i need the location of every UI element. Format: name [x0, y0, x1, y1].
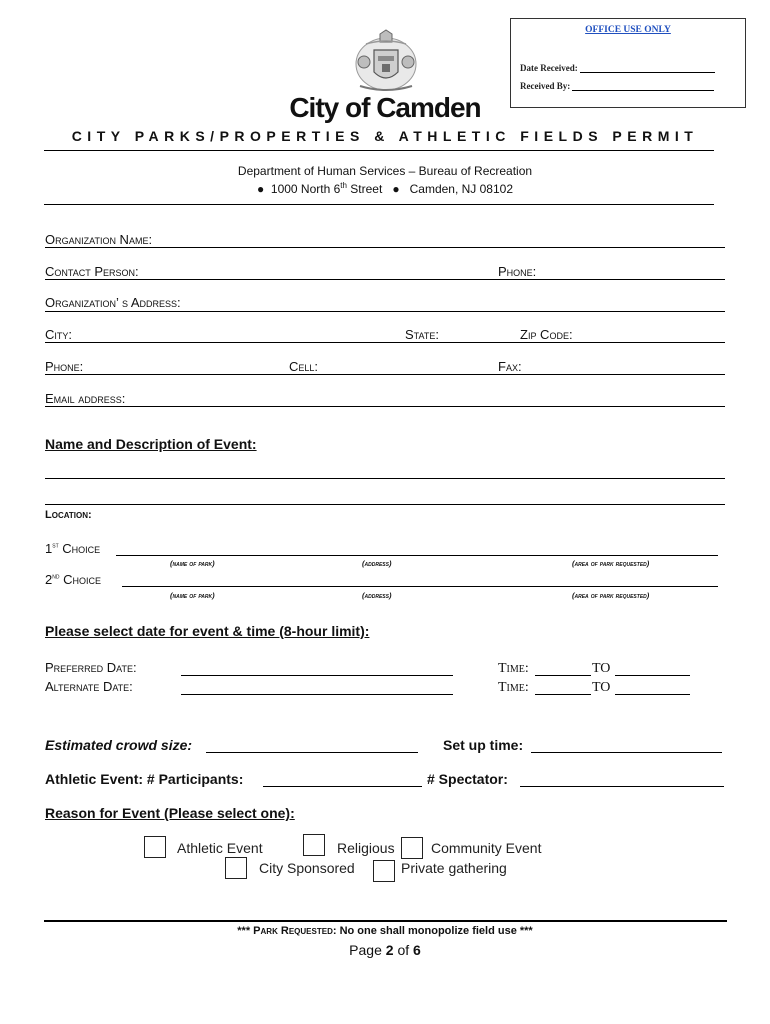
religious-label: Religious — [337, 840, 395, 856]
email-label: Email address: — [45, 391, 126, 406]
street-word: Street — [346, 182, 383, 196]
page-number: Page 2 of 6 — [349, 942, 421, 958]
address-divider — [44, 204, 714, 205]
alternate-date-field[interactable] — [181, 694, 453, 695]
date-heading: Please select date for event & time (8-hour limit): — [45, 623, 370, 639]
private-gathering-label: Private gathering — [401, 860, 507, 876]
first-choice-label: 1st Choice — [45, 541, 101, 556]
date-received-row — [520, 63, 715, 73]
city-state-zip-field[interactable] — [45, 342, 725, 343]
first-choice-field[interactable] — [116, 555, 718, 556]
address-line — [0, 181, 770, 196]
first-address-caption: (address) — [362, 559, 392, 568]
event-description-line-1[interactable] — [45, 478, 725, 479]
org-name-field[interactable] — [45, 247, 725, 248]
spectator-label: # Spectator: — [427, 771, 508, 787]
city-sponsored-label: City Sponsored — [259, 860, 355, 876]
city-sponsored-checkbox[interactable] — [225, 857, 247, 879]
event-heading: Name and Description of Event: — [45, 436, 257, 452]
to1-label: TO — [592, 661, 611, 676]
fax-label: Fax: — [498, 359, 522, 374]
time1-end-field[interactable] — [615, 675, 690, 676]
second-area-caption: (area of park requested) — [572, 591, 650, 600]
department-line: Department of Human Services – Bureau of Recreation — [237, 164, 533, 178]
email-field[interactable] — [45, 406, 725, 407]
bullet-icon: ● — [256, 182, 265, 196]
time2-end-field[interactable] — [615, 694, 690, 695]
participants-field[interactable] — [263, 786, 422, 787]
phone-cell-fax-field[interactable] — [45, 374, 725, 375]
second-address-caption: (address) — [362, 591, 392, 600]
spectator-field[interactable] — [520, 786, 724, 787]
second-name-of-park-caption: (name of park) — [170, 591, 215, 600]
preferred-date-field[interactable] — [181, 675, 453, 676]
setup-time-label: Set up time: — [443, 737, 524, 753]
footer-divider — [44, 920, 727, 922]
community-event-checkbox[interactable] — [401, 837, 423, 859]
time2-label: Time: — [498, 680, 529, 695]
header-divider — [44, 150, 714, 151]
to2-label: TO — [592, 680, 611, 695]
phone2-label: Phone: — [45, 359, 84, 374]
first-area-caption: (area of park requested) — [572, 559, 650, 568]
city-label: City: — [45, 327, 73, 342]
org-address-label: Organization’ s Address: — [45, 295, 181, 310]
alternate-date-label: Alternate Date: — [45, 679, 133, 694]
crowd-size-label: Estimated crowd size: — [45, 737, 193, 753]
org-address-field[interactable] — [45, 311, 725, 312]
second-choice-field[interactable] — [122, 586, 718, 587]
received-by-label: Received By: — [520, 81, 571, 91]
contact-person-label: Contact Person: — [45, 264, 139, 279]
org-name-label: Organization Name: — [45, 232, 153, 247]
event-description-line-2[interactable] — [45, 504, 725, 505]
preferred-date-label: Preferred Date: — [45, 660, 137, 675]
office-use-title: OFFICE USE ONLY — [585, 25, 671, 35]
contact-person-field[interactable] — [45, 279, 725, 280]
street-address: 1000 North 6 — [270, 182, 341, 196]
date-received-label: Date Received: — [520, 63, 578, 73]
time2-start-field[interactable] — [535, 694, 591, 695]
location-label: Location: — [45, 509, 92, 521]
received-by-field[interactable] — [572, 81, 714, 91]
permit-title: CITY PARKS/PROPERTIES & ATHLETIC FIELDS PERMIT — [71, 128, 699, 144]
time1-start-field[interactable] — [535, 675, 591, 676]
crowd-size-field[interactable] — [206, 752, 418, 753]
first-name-of-park-caption: (name of park) — [170, 559, 215, 568]
date-received-field[interactable] — [580, 63, 715, 73]
city-title: City of Camden — [289, 92, 481, 123]
time1-label: Time: — [498, 661, 529, 676]
reason-heading: Reason for Event (Please select one): — [45, 805, 295, 821]
cell-label: Cell: — [289, 359, 319, 374]
received-by-row — [520, 81, 714, 91]
phone-label: Phone: — [498, 264, 537, 279]
city-seal-logo — [352, 28, 420, 94]
city-state-zip: Camden, NJ 08102 — [409, 182, 514, 196]
street-suffix: th — [340, 181, 347, 190]
participants-label: Athletic Event: # Participants: — [45, 771, 244, 787]
setup-time-field[interactable] — [531, 752, 722, 753]
community-event-label: Community Event — [431, 840, 542, 856]
private-gathering-checkbox[interactable] — [373, 860, 395, 882]
religious-checkbox[interactable] — [303, 834, 325, 856]
footer-notice: *** Park Requested: No one shall monopolize field use *** — [237, 925, 533, 937]
bullet-icon: ● — [392, 182, 400, 196]
athletic-event-checkbox[interactable] — [144, 836, 166, 858]
state-label: State: — [405, 327, 439, 342]
athletic-event-label: Athletic Event — [177, 840, 263, 856]
second-choice-label: 2nd Choice — [45, 572, 101, 587]
zip-label: Zip Code: — [520, 327, 573, 342]
